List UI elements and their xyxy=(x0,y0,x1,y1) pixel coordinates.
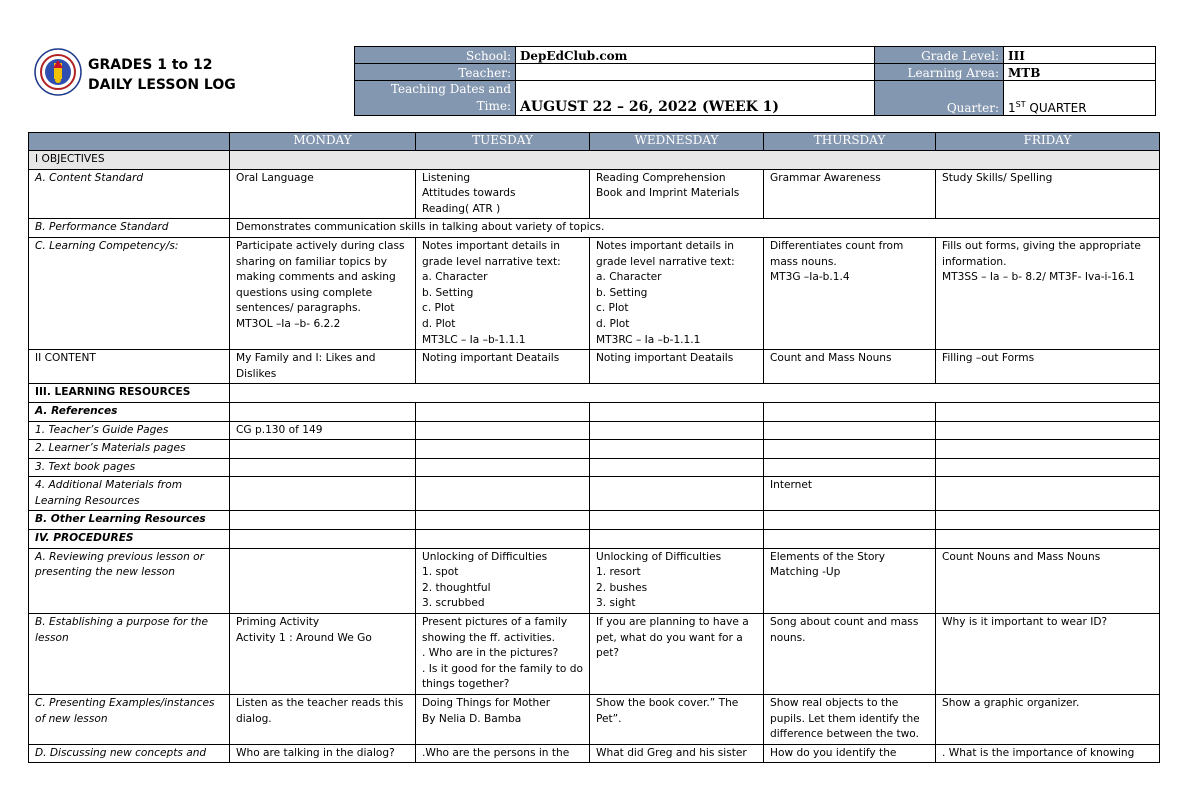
table-cell: If you are planning to have a pet, what do you want for a pet? xyxy=(590,614,764,695)
table-row xyxy=(29,458,1160,477)
table-cell xyxy=(764,530,936,549)
procedures-heading: IV. PROCEDURES xyxy=(29,530,230,549)
table-cell xyxy=(936,530,1160,549)
table-cell: Listening Attitudes towards Reading( ATR ) xyxy=(416,169,590,219)
other-resources-label: B. Other Learning Resources xyxy=(29,511,230,530)
teacher-value xyxy=(516,64,875,81)
table-cell: Count Nouns and Mass Nouns xyxy=(936,548,1160,613)
table-cell xyxy=(764,458,936,477)
table-row xyxy=(29,384,1160,403)
dates-label: Teaching Dates and Time: xyxy=(355,81,516,116)
table-cell: My Family and I: Likes and Dislikes xyxy=(230,350,416,384)
learners-materials-label: 2. Learner’s Materials pages xyxy=(29,440,230,459)
table-row xyxy=(29,350,1160,384)
table-cell xyxy=(416,402,590,421)
content-standard-label: A. Content Standard xyxy=(29,169,230,219)
table-cell xyxy=(416,477,590,511)
day-wednesday: WEDNESDAY xyxy=(590,133,764,151)
competency-label: C. Learning Competency/s: xyxy=(29,237,230,349)
table-cell xyxy=(230,530,416,549)
table-cell: Notes important details in grade level narrative text: a. Character b. Setting c. Plot d. Plot MT3LC – Ia –b-1.1.1 xyxy=(416,237,590,349)
title-line-1: GRADES 1 to 12 xyxy=(88,57,213,73)
discussing-concepts-label: D. Discussing new concepts and xyxy=(29,744,230,763)
table-row xyxy=(29,169,1160,219)
table-row xyxy=(29,548,1160,613)
table-cell: Show a graphic organizer. xyxy=(936,695,1160,745)
table-cell: Count and Mass Nouns xyxy=(764,350,936,384)
quarter-text: QUARTER xyxy=(1025,101,1087,115)
presenting-examples-label: C. Presenting Examples/instances of new lesson xyxy=(29,695,230,745)
table-cell xyxy=(590,402,764,421)
table-cell xyxy=(936,402,1160,421)
quarter-label: Quarter: xyxy=(875,81,1004,116)
table-cell: Filling –out Forms xyxy=(936,350,1160,384)
teacher-label: Teacher: xyxy=(355,64,516,81)
table-cell: Who are talking in the dialog? xyxy=(230,744,416,763)
references-label: A. References xyxy=(29,402,230,421)
day-thursday: THURSDAY xyxy=(764,133,936,151)
table-cell: Unlocking of Difficulties 1. spot 2. thoughtful 3. scrubbed xyxy=(416,548,590,613)
table-row xyxy=(29,695,1160,745)
objectives-section-row xyxy=(29,151,1160,170)
table-cell xyxy=(590,477,764,511)
table-cell: Noting important Deatails xyxy=(590,350,764,384)
table-cell xyxy=(230,511,416,530)
performance-standard-label: B. Performance Standard xyxy=(29,219,230,238)
table-cell xyxy=(416,511,590,530)
table-row xyxy=(29,614,1160,695)
table-cell xyxy=(764,440,936,459)
table-cell xyxy=(936,477,1160,511)
grade-level-label: Grade Level: xyxy=(875,47,1004,64)
table-cell xyxy=(764,421,936,440)
table-cell: Show real objects to the pupils. Let them identify the difference between the two. xyxy=(764,695,936,745)
table-cell: Study Skills/ Spelling xyxy=(936,169,1160,219)
table-cell: .Who are the persons in the xyxy=(416,744,590,763)
table-cell xyxy=(764,511,936,530)
quarter-number: 1 xyxy=(1008,101,1016,115)
table-cell: CG p.130 of 149 xyxy=(230,421,416,440)
table-cell xyxy=(230,477,416,511)
table-cell: Elements of the Story Matching -Up xyxy=(764,548,936,613)
table-cell xyxy=(230,440,416,459)
reviewing-lesson-label: A. Reviewing previous lesson or presenting the new lesson xyxy=(29,548,230,613)
grade-level-value: III xyxy=(1004,47,1156,64)
table-row xyxy=(29,744,1160,763)
table-row xyxy=(29,511,1160,530)
day-monday: MONDAY xyxy=(230,133,416,151)
table-cell: What did Greg and his sister xyxy=(590,744,764,763)
additional-materials-label: 4. Additional Materials from Learning Resources xyxy=(29,477,230,511)
table-cell: Noting important Deatails xyxy=(416,350,590,384)
quarter-value xyxy=(1004,81,1156,116)
table-cell xyxy=(416,458,590,477)
table-cell xyxy=(764,402,936,421)
lesson-log-table xyxy=(28,132,1160,763)
day-header-row xyxy=(29,133,1160,151)
textbook-label: 3. Text book pages xyxy=(29,458,230,477)
table-cell xyxy=(230,458,416,477)
table-cell xyxy=(590,421,764,440)
table-cell xyxy=(230,402,416,421)
learning-area-value: MTB xyxy=(1004,64,1156,81)
content-heading: II CONTENT xyxy=(29,350,230,384)
table-cell: Participate actively during class sharing on familiar topics by making comments and asking questions using complete sentences/ paragraphs. MT3OL –Ia –b- 6.2.2 xyxy=(230,237,416,349)
establishing-purpose-label: B. Establishing a purpose for the lesson xyxy=(29,614,230,695)
table-cell: Why is it important to wear ID? xyxy=(936,614,1160,695)
deped-seal-logo xyxy=(34,48,82,96)
table-cell: . What is the importance of knowing xyxy=(936,744,1160,763)
table-cell xyxy=(590,440,764,459)
performance-standard-text: Demonstrates communication skills in talking about variety of topics. xyxy=(230,219,1160,238)
table-cell xyxy=(590,458,764,477)
school-value: DepEdClub.com xyxy=(516,47,875,64)
table-cell: Present pictures of a family showing the ff. activities. . Who are in the pictures? . Is it good for the family to do things together? xyxy=(416,614,590,695)
table-cell: Show the book cover.” The Pet”. xyxy=(590,695,764,745)
table-cell xyxy=(416,440,590,459)
table-row xyxy=(29,219,1160,238)
table-cell: How do you identify the xyxy=(764,744,936,763)
table-cell: Reading Comprehension Book and Imprint Materials xyxy=(590,169,764,219)
objectives-heading: I OBJECTIVES xyxy=(29,151,230,170)
objectives-band xyxy=(230,151,1160,170)
table-cell: Doing Things for Mother By Nelia D. Bamba xyxy=(416,695,590,745)
quarter-suffix: ST xyxy=(1015,100,1026,109)
table-cell: Fills out forms, giving the appropriate information. MT3SS – Ia – b- 8.2/ MT3F- Iva-i-16.1 xyxy=(936,237,1160,349)
dates-value: AUGUST 22 – 26, 2022 (WEEK 1) xyxy=(516,81,875,116)
day-tuesday: TUESDAY xyxy=(416,133,590,151)
table-cell: Differentiates count from mass nouns. MT3G –Ia-b.1.4 xyxy=(764,237,936,349)
table-cell xyxy=(936,440,1160,459)
table-cell xyxy=(416,530,590,549)
document-title xyxy=(88,55,236,95)
table-row xyxy=(29,477,1160,511)
table-cell xyxy=(936,511,1160,530)
learning-area-label: Learning Area: xyxy=(875,64,1004,81)
table-cell: Song about count and mass nouns. xyxy=(764,614,936,695)
header-info-table xyxy=(354,46,1156,116)
table-row xyxy=(29,402,1160,421)
school-label: School: xyxy=(355,47,516,64)
teachers-guide-label: 1. Teacher’s Guide Pages xyxy=(29,421,230,440)
table-cell xyxy=(936,421,1160,440)
corner-cell xyxy=(29,133,230,151)
resources-heading: III. LEARNING RESOURCES xyxy=(29,384,230,403)
table-cell xyxy=(936,458,1160,477)
table-row xyxy=(29,237,1160,349)
table-cell xyxy=(590,511,764,530)
table-cell xyxy=(416,421,590,440)
table-cell: Listen as the teacher reads this dialog. xyxy=(230,695,416,745)
table-cell: Unlocking of Difficulties 1. resort 2. bushes 3. sight xyxy=(590,548,764,613)
table-cell xyxy=(230,548,416,613)
table-row xyxy=(29,530,1160,549)
table-row xyxy=(29,440,1160,459)
table-cell: Internet xyxy=(764,477,936,511)
table-cell xyxy=(590,530,764,549)
title-line-2: DAILY LESSON LOG xyxy=(88,77,236,93)
table-cell: Oral Language xyxy=(230,169,416,219)
table-cell: Grammar Awareness xyxy=(764,169,936,219)
table-row xyxy=(29,421,1160,440)
table-cell xyxy=(230,384,1160,403)
table-cell: Notes important details in grade level narrative text: a. Character b. Setting c. Plot d. Plot MT3RC – Ia –b-1.1.1 xyxy=(590,237,764,349)
day-friday: FRIDAY xyxy=(936,133,1160,151)
table-cell: Priming Activity Activity 1 : Around We Go xyxy=(230,614,416,695)
